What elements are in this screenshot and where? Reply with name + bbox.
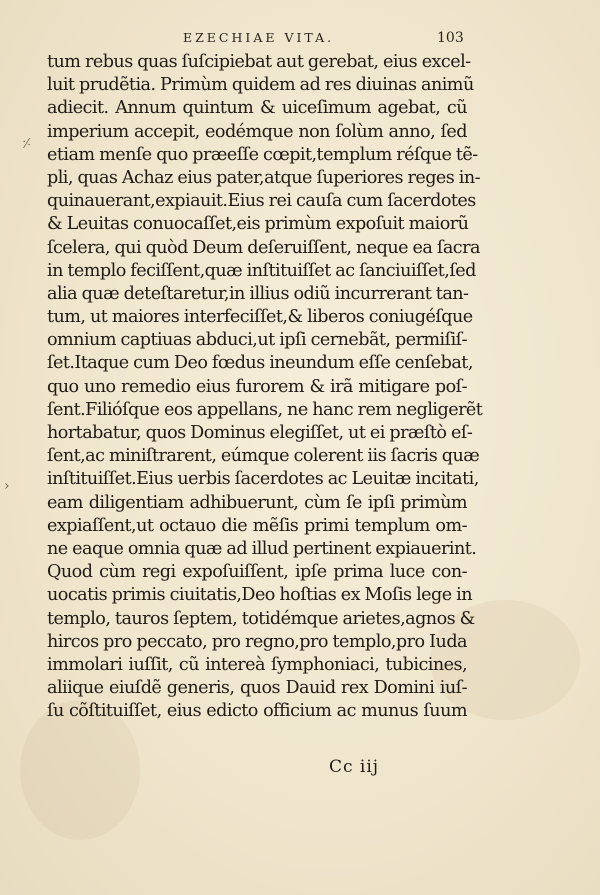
text-line: ſu cõſtituiſſet, eius edicto officium ac munus ſuum [47,701,467,722]
text-line: aliique eiuſdẽ generis, quos Dauid rex Domini iuſ- [47,678,467,699]
text-line: imperium accepit, eodémque non ſolùm anno, ſed [47,121,467,142]
text-line: immolari iuſſit, cũ intereà ſymphoniaci, tubicines, [47,654,467,675]
text-line: omnium captiuas abduci,ut ipſi cernebãt, permiſiſ- [47,330,468,351]
text-line: templo, tauros ſeptem, totidémque arietes,agnos & [47,608,475,629]
signature-mark: Cc iij [329,757,380,777]
text-block [47,51,483,723]
text-line: Quod cùm regi expoſuiſſent, ipſe prima luce con- [47,562,467,583]
text-line: quinauerant,expiauit.Eius rei cauſa cum ſacerdotes [47,191,476,212]
text-line: tum, ut maiores interfeciſſet,& liberos coniugéſque [47,307,473,328]
text-line: hortabatur, quos Dominus elegiſſet, ut ei præſtò eſ- [47,423,473,443]
page-number: 103 [437,30,464,46]
text-line: ſcelera, qui quòd Deum deſeruiſſent, neque ea ſacra [47,237,480,258]
text-line: alia quæ deteſtaretur,in illius odiũ incurrerant tan- [47,283,469,304]
text-line: inſtituiſſet.Eius uerbis ſacerdotes ac Leuitæ incitati, [47,469,479,490]
text-line: ſent,ac miniſtrarent, eúmque colerent iis ſacris quæ [47,446,480,467]
text-line: adiecit. Annum quintum & uiceſimum agebat, cũ [47,98,467,119]
text-line: uocatis primis ciuitatis,Deo hoſtias ex Moſis lege in [47,585,472,606]
text-line: expiaſſent,ut octauo die mẽſis primi templum om- [47,515,467,536]
text-line: quo uno remedio eius furorem & irã mitigare poſ- [47,376,467,397]
running-title: EZECHIAE VITA. [183,30,335,45]
text-line: luit prudẽtia. Primùm quidem ad res diuinas animũ [47,75,474,96]
marginal-mark: ⸓ [22,136,32,152]
text-line: hircos pro peccato, pro regno,pro templo,pro Iuda [47,631,467,652]
marginal-mark: › [4,478,10,494]
text-line: & Leuitas conuocaſſet,eis primùm expoſuit maiorũ [47,214,469,235]
text-line: ſet.Itaque cum Deo fœdus ineundum eſſe cenſebat, [47,353,473,374]
text-line: in templo feciſſent,quæ inſtituiſſet ac ſanciuiſſet,ſed [47,260,476,281]
text-line: etiam menſe quo præeſſe cœpit,templum réſque tẽ- [47,144,478,165]
text-line: ſent.Filióſque eos appellans, ne hanc rem negligerẽt [47,399,483,420]
text-line: ne eaque omnia quæ ad illud pertinent expiauerint. [47,538,477,559]
text-line: tum rebus quas ſuſcipiebat aut gerebat, eius excel- [47,52,471,72]
text-line: pli, quas Achaz eius pater,atque ſuperiores reges in- [47,167,481,188]
text-line: eam diligentiam adhibuerunt, cùm ſe ipſi primùm [47,492,467,513]
